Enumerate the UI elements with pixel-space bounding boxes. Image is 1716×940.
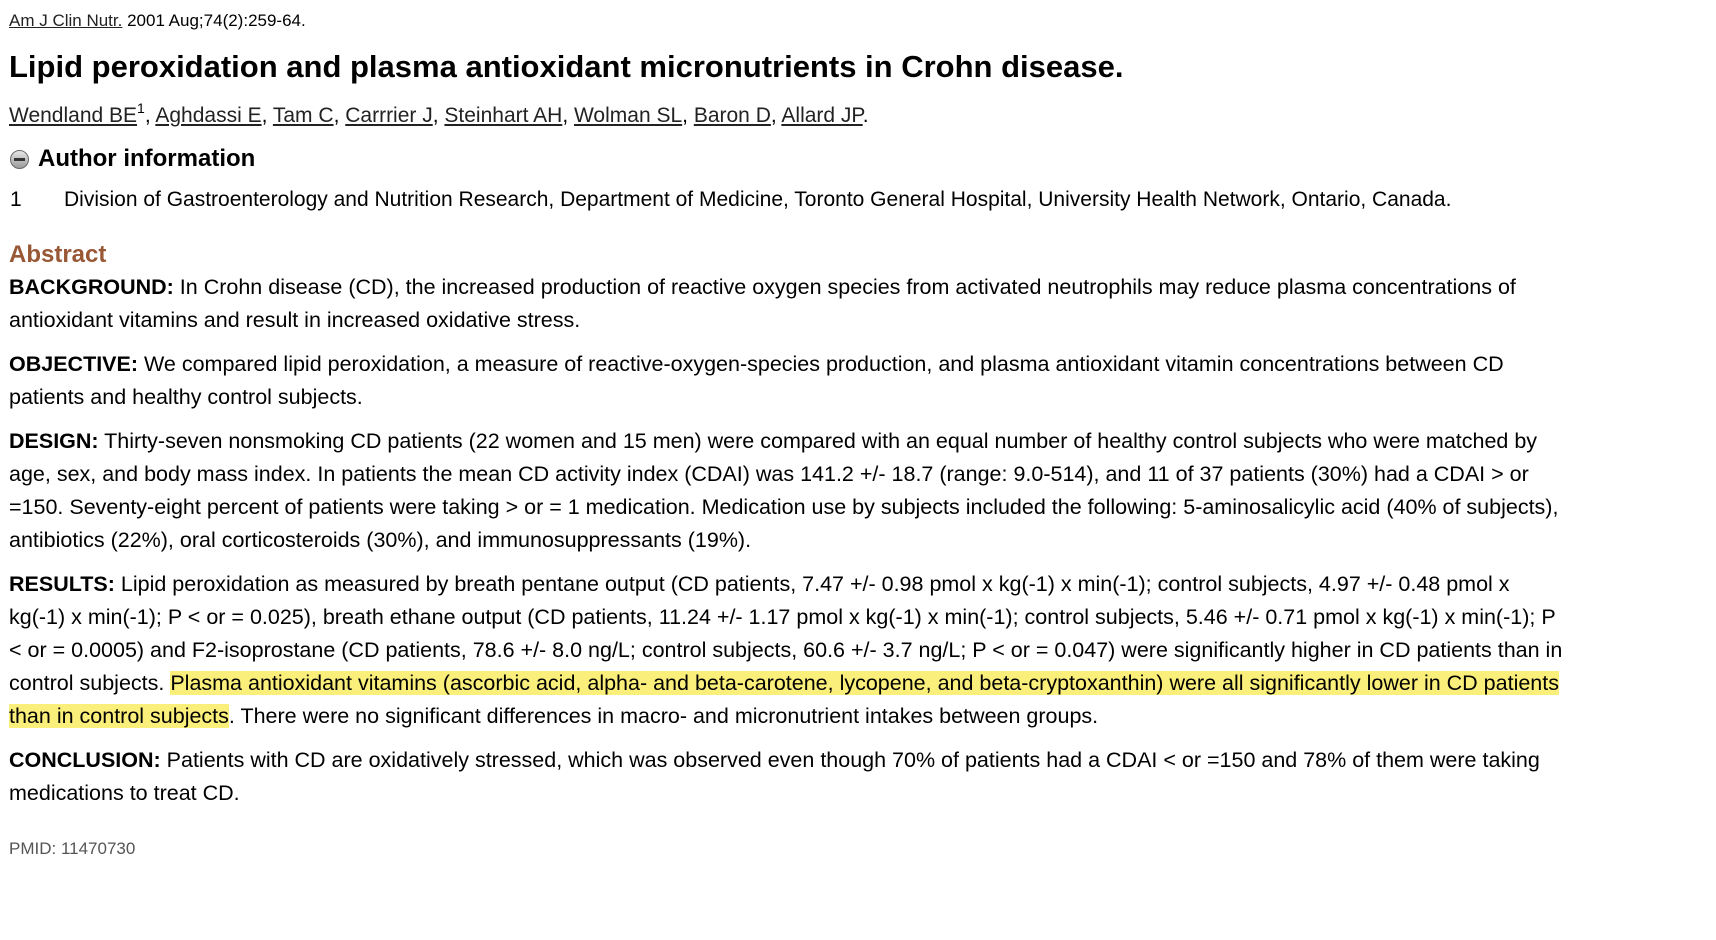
author-link[interactable]: Wolman SL [573,104,683,127]
author-link[interactable]: Tam C [272,104,334,127]
pmid: PMID: 11470730 [9,839,136,858]
affiliation-row [9,186,1716,214]
results-text-end: . There were no significant differences in macro- and micronutrient intakes between groups. [228,704,1099,728]
author-list: Wendland $BE^1$, Aghdassi E, Tam C, Carrrier J, Steinhart AH, Wolman SL, Baron D, Allard JP. [9,100,869,127]
author-link[interactable]: Wendland BE [9,104,138,127]
author-link[interactable]: Allard JP [781,104,863,127]
abstract-objective [9,348,1569,414]
author-link[interactable]: Baron D [693,104,771,127]
article-title: Lipid peroxidation and plasma antioxidant micronutrients in Crohn disease. [9,49,1124,84]
objective-label: OBJECTIVE: [9,352,139,376]
citation [9,10,1716,32]
results-highlight: Plasma antioxidant vitamins (ascorbic acid, alpha- and beta-carotene, lycopene, and beta-cryptoxanthin) were all significantly lower in CD patients than in control subjects [9,671,1559,728]
results-label: RESULTS: [9,572,115,596]
abstract-heading: Abstract [9,241,107,268]
conclusion-text: Patients with CD are oxidatively stressed, which was observed even though 70% of patients had a CDAI < or =150 and 78% of them were taking medications to treat CD. [9,748,1540,805]
journal-link[interactable]: Am J Clin Nutr. [9,11,123,30]
author-link[interactable]: Aghdassi E [155,104,262,127]
objective-text: We compared lipid peroxidation, a measure of reactive-oxygen-species production, and plasma antioxidant vitamin concentrations between CD patients and healthy control subjects. [9,352,1504,409]
conclusion-label: CONCLUSION: [9,748,161,772]
abstract-design [9,425,1569,557]
citation-details: 2001 Aug;74(2):259-64. [122,11,306,30]
author-information-toggle[interactable] [9,144,1716,174]
author-information-label: Author information [38,145,256,172]
author-link[interactable]: Carrrier J [345,104,433,127]
design-text: Thirty-seven nonsmoking CD patients (22 women and 15 men) were compared with an equal number of healthy control subjects who were matched by age, sex, and body mass index. In patients the mean CD activity index (CDAI) was 141.2 +/- 18.7 (range: 9.0-514), and 11 of 37 patients (30%) had a CDAI > or =150. Seventy-eight percent of patients were taking > or = 1 medication. Medication use by subjects included the following: 5-aminosalicylic acid (40% of subjects), antibiotics (22%), oral corticosteroids (30%), and immunosuppressants (19%). [9,429,1559,552]
affiliation-number: 1 [10,188,22,211]
abstract-background [9,271,1569,337]
abstract-conclusion [9,744,1569,810]
author-link[interactable]: Steinhart AH [444,104,563,127]
abstract-results [9,568,1569,733]
design-label: DESIGN: [9,429,99,453]
collapse-minus-icon[interactable] [10,150,29,169]
author-affiliation-sup: 1 [137,100,145,116]
background-label: BACKGROUND: [9,275,174,299]
background-text: In Crohn disease (CD), the increased production of reactive oxygen species from activated neutrophils may reduce plasma concentrations of antioxidant vitamins and result in increased oxidative stress. [9,275,1516,332]
results-text: Lipid peroxidation as measured by breath pentane output (CD patients, 7.47 +/- 0.98 pmol x kg(-1) x min(-1); control subjects, 4.97 +/- 0.48 pmol x kg(-1) x min(-1); P < or = 0.025), breath ethane output (CD patients, 11.24 +/- 1.17 pmol x kg(-1) x min(-1); control subjects, 5.46 +/- 0.71 pmol x kg(-1) x min(-1); P < or = 0.0005) and F2-isoprostane (CD patients, 78.6 +/- 8.0 ng/L; control subjects, 60.6 +/- 3.7 ng/L; P < or = 0.047) were significantly higher in CD patients than in control subjects. [9,572,1563,695]
affiliation-text: Division of Gastroenterology and Nutrition Research, Department of Medicine, Toronto General Hospital, University Health Network, Ontario, Canada. [64,188,1452,211]
